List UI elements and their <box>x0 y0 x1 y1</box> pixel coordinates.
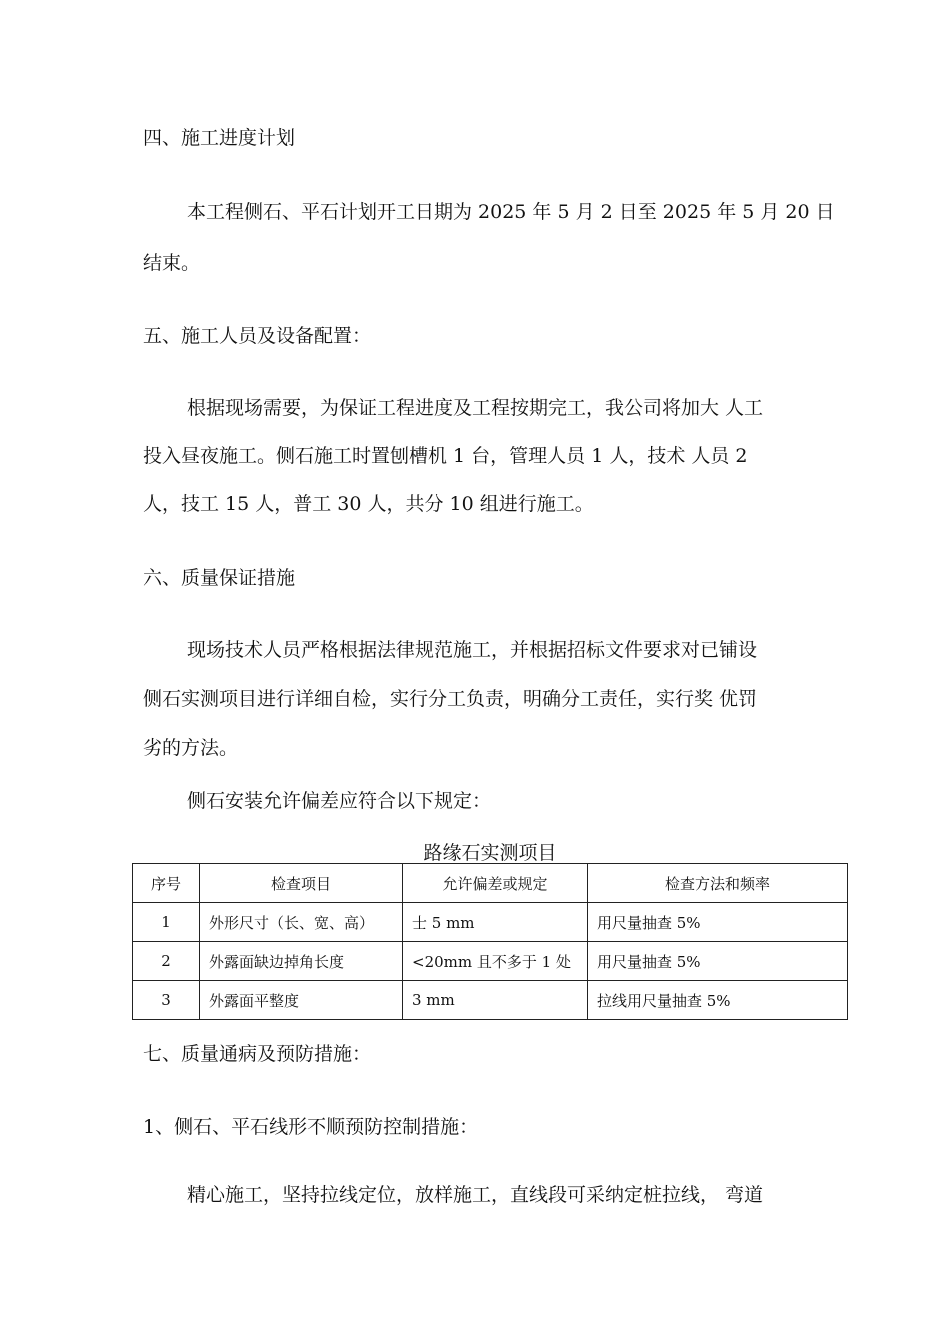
section-4-paragraph-line-2: 结束。 <box>143 252 201 274</box>
cell-tolerance: 3 mm <box>403 981 588 1020</box>
curb-inspection-table <box>132 863 848 1020</box>
cell-tolerance: 士 5 mm <box>403 903 588 942</box>
section-6-paragraph-line-2: 侧石实测项目进行详细自检，实行分工负责，明确分工责任，实行奖 优罚 <box>143 688 758 710</box>
section-6-heading: 六、质量保证措施 <box>143 567 296 589</box>
section-5-heading: 五、施工人员及设备配置： <box>143 325 372 347</box>
cell-item: 外露面平整度 <box>200 981 403 1020</box>
section-4-heading: 四、施工进度计划 <box>143 127 296 149</box>
cell-serial: 2 <box>133 942 200 981</box>
table-caption: 路缘石实测项目 <box>423 842 557 864</box>
section-5-paragraph-line-1: 根据现场需要，为保证工程进度及工程按期完工，我公司将加大 人工 <box>187 397 764 419</box>
section-5-paragraph-line-2: 投入昼夜施工。侧石施工时置刨槽机 1 台，管理人员 1 人，技术 人员 2 <box>143 445 748 467</box>
section-7-heading: 七、质量通病及预防措施： <box>143 1043 372 1065</box>
section-5-paragraph-line-3: 人，技工 15 人，普工 30 人，共分 10 组进行施工。 <box>143 493 594 515</box>
header-serial: 序号 <box>133 864 200 903</box>
table-header-row <box>133 864 848 903</box>
section-4-paragraph-line-1: 本工程侧石、平石计划开工日期为 2025 年 5 月 2 日至 2025 年 5 月 20 日 <box>187 201 835 223</box>
cell-serial: 1 <box>133 903 200 942</box>
cell-method: 拉线用尺量抽查 5% <box>588 981 848 1020</box>
table-row <box>133 981 848 1020</box>
cell-tolerance: <20mm 且不多于 1 处 <box>403 942 588 981</box>
section-6-tolerance-intro: 侧石安装允许偏差应符合以下规定： <box>187 790 492 812</box>
section-6-paragraph-line-1: 现场技术人员严格根据法律规范施工，并根据招标文件要求对已铺设 <box>187 639 758 661</box>
cell-item: 外露面缺边掉角长度 <box>200 942 403 981</box>
table-row <box>133 903 848 942</box>
header-item: 检查项目 <box>200 864 403 903</box>
table-row <box>133 942 848 981</box>
header-method: 检查方法和频率 <box>588 864 848 903</box>
section-7-paragraph-line-1: 精心施工，坚持拉线定位，放样施工，直线段可采纳定桩拉线， 弯道 <box>187 1184 764 1206</box>
section-6-paragraph-line-3: 劣的方法。 <box>143 737 239 759</box>
cell-method: 用尺量抽查 5% <box>588 903 848 942</box>
cell-serial: 3 <box>133 981 200 1020</box>
cell-method: 用尺量抽查 5% <box>588 942 848 981</box>
header-tolerance: 允许偏差或规定 <box>403 864 588 903</box>
cell-item: 外形尺寸（长、宽、高） <box>200 903 403 942</box>
section-7-subheading-1: 1、侧石、平石线形不顺预防控制措施： <box>143 1116 479 1138</box>
